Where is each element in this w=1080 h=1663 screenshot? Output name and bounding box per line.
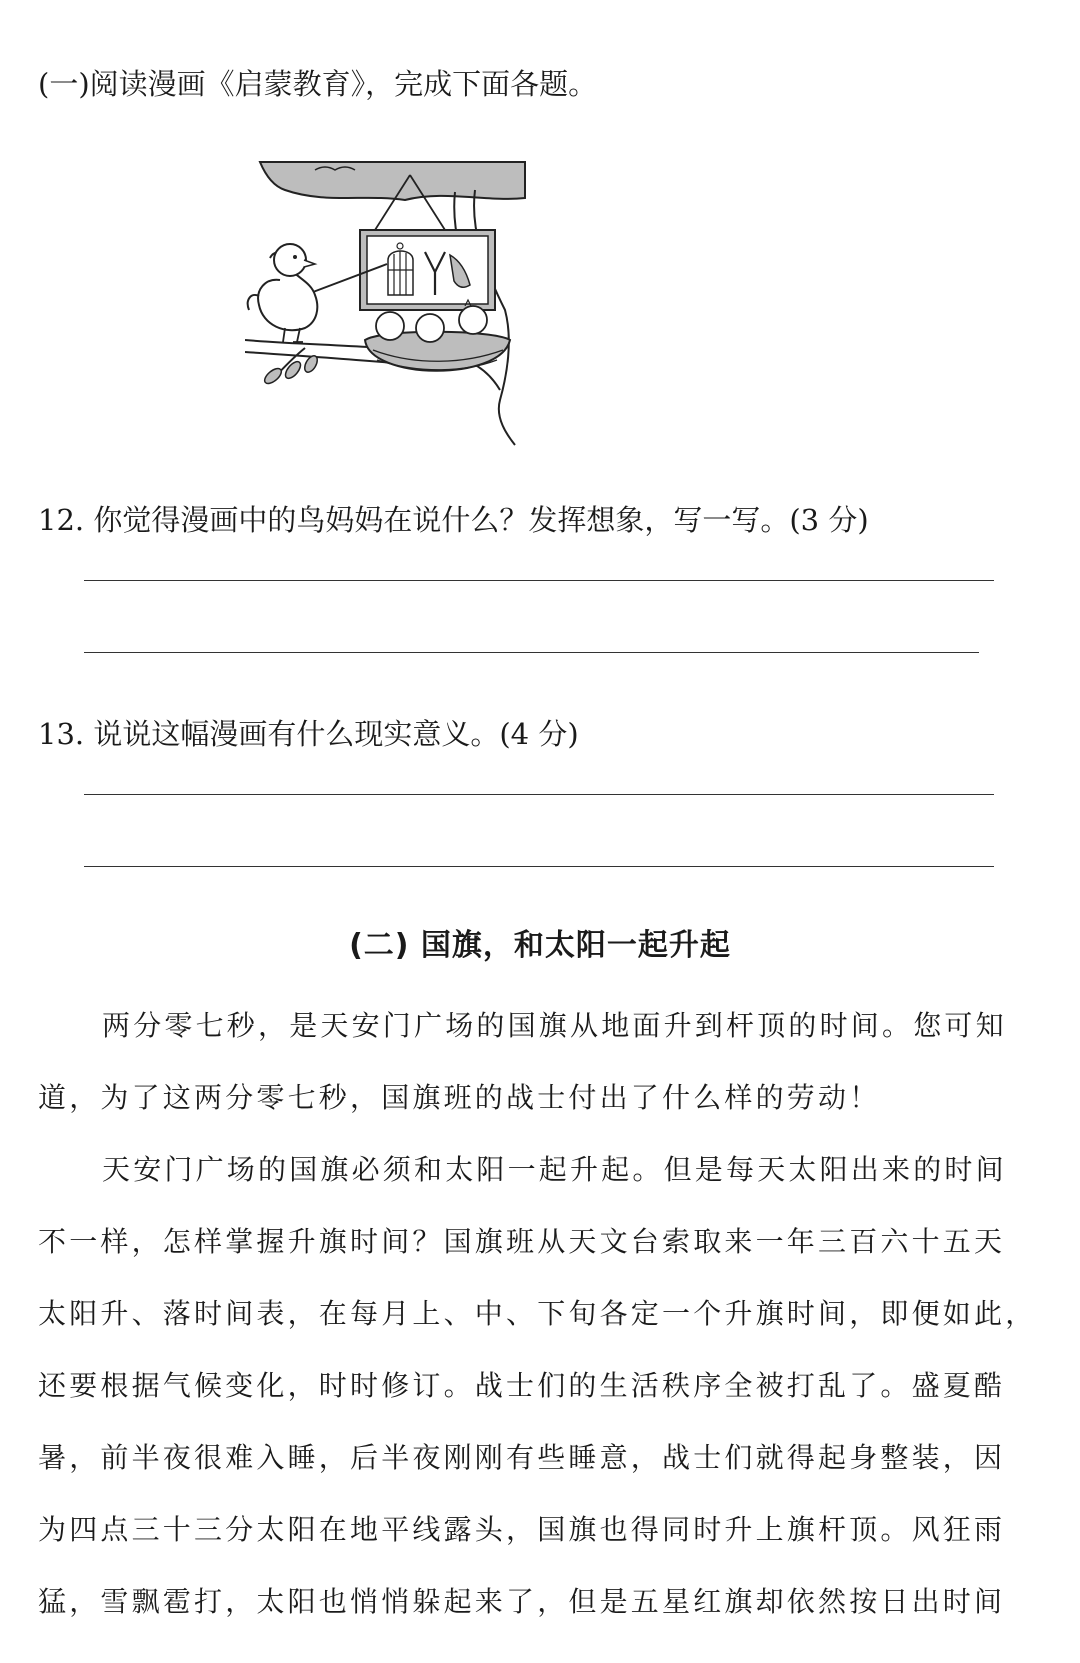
passage-line: 天安门广场的国旗必须和太阳一起升起。但是每天太阳出来的时间 — [102, 1153, 1007, 1186]
answer-line-q12-1[interactable] — [84, 580, 994, 581]
question-12-text: 你觉得漫画中的鸟妈妈在说什么？发挥想象，写一写。(3 分) — [93, 503, 869, 537]
question-13 — [38, 712, 579, 753]
answer-line-q12-2[interactable] — [84, 652, 979, 653]
question-13-text: 说说这幅漫画有什么现实意义。(4 分) — [93, 717, 579, 751]
passage-line: 两分零七秒，是天安门广场的国旗从地面升到杆顶的时间。您可知 — [102, 1009, 1007, 1042]
question-13-number: 13. — [38, 717, 85, 751]
answer-line-q13-2[interactable] — [84, 866, 994, 867]
question-12-number: 12. — [38, 503, 85, 537]
passage-title: (二) 国旗，和太阳一起升起 — [349, 928, 731, 963]
question-12 — [38, 498, 869, 539]
passage-line: 不一样，怎样掌握升旗时间？国旗班从天文台索取来一年三百六十五天 — [38, 1225, 1006, 1258]
cartoon-illustration — [245, 160, 555, 460]
passage-line: 暑，前半夜很难入睡，后半夜刚刚有些睡意，战士们就得起身整装，因 — [38, 1441, 1006, 1474]
answer-line-q13-1[interactable] — [84, 794, 994, 795]
passage-line: 为四点三十三分太阳在地平线露头，国旗也得同时升上旗杆顶。风狂雨 — [38, 1513, 1006, 1546]
section-heading-part-one: (一)阅读漫画《启蒙教育》，完成下面各题。 — [38, 67, 598, 101]
passage-line: 太阳升、落时间表，在每月上、中、下旬各定一个升旗时间，即便如此， — [38, 1297, 1037, 1330]
passage-line: 道，为了这两分零七秒，国旗班的战士付出了什么样的劳动！ — [38, 1081, 881, 1114]
passage-line: 还要根据气候变化，时时修订。战士们的生活秩序全被打乱了。盛夏酷 — [38, 1369, 1006, 1402]
passage-line: 猛，雪飘雹打，太阳也悄悄躲起来了，但是五星红旗却依然按日出时间 — [38, 1585, 1006, 1618]
